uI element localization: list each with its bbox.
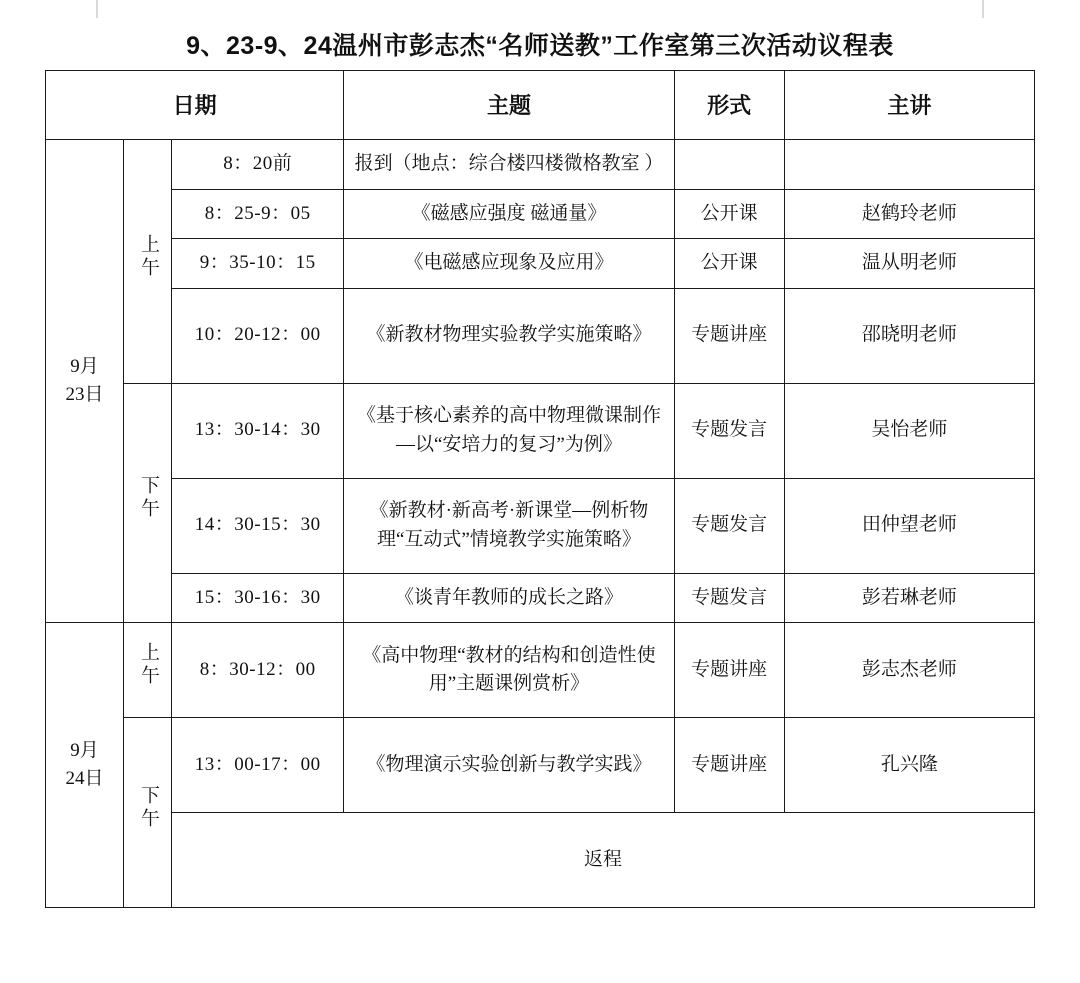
- form-cell: 公开课: [674, 239, 784, 289]
- half-day-label: 上午: [138, 233, 160, 280]
- closing-cell: 返程: [172, 813, 1035, 908]
- date-line-1: 9月: [70, 739, 99, 761]
- table-row: [46, 718, 1035, 813]
- topic-cell: 《高中物理“教材的结构和创造性使用”主题课例赏析》: [344, 623, 674, 718]
- half-day-label: 上午: [138, 642, 160, 689]
- time-cell: 8：25-9：05: [172, 189, 344, 239]
- speaker-cell: 彭志杰老师: [784, 623, 1034, 718]
- column-header-speaker: 主讲: [784, 71, 1034, 140]
- table-row: [46, 623, 1035, 718]
- form-cell: 公开课: [674, 189, 784, 239]
- table-row: [46, 140, 1035, 190]
- table-row: [46, 478, 1035, 573]
- date-line-2: 24日: [65, 768, 104, 789]
- date-cell-day2: [46, 623, 124, 908]
- speaker-cell: 孔兴隆: [784, 718, 1034, 813]
- topic-cell: 《新教材·新高考·新课堂—例析物理“互动式”情境教学实施策略》: [344, 478, 674, 573]
- page-corner-mark-right: [956, 0, 984, 18]
- form-cell: 专题讲座: [674, 288, 784, 383]
- date-line-2: 23日: [65, 384, 104, 405]
- half-day-label: 下午: [138, 475, 160, 521]
- table-row-closing: [46, 813, 1035, 908]
- time-cell: 8：30-12：00: [172, 623, 344, 718]
- table-row: [46, 573, 1035, 623]
- topic-cell: 《谈青年教师的成长之路》: [344, 573, 674, 623]
- time-cell: 8：20前: [172, 140, 344, 190]
- column-header-topic: 主题: [344, 71, 674, 140]
- half-day-cell-morning-day1: [124, 140, 172, 384]
- form-cell: [674, 140, 784, 190]
- page-title: 9、23-9、24温州市彭志杰“名师送教”工作室第三次活动议程表: [186, 32, 894, 60]
- form-cell: 专题发言: [674, 383, 784, 478]
- table-row: [46, 383, 1035, 478]
- column-header-form: 形式: [674, 71, 784, 140]
- half-day-cell-afternoon-day1: [124, 383, 172, 623]
- topic-cell: 《新教材物理实验教学实施策略》: [344, 288, 674, 383]
- topic-cell: 《物理演示实验创新与教学实践》: [344, 718, 674, 813]
- table-row: [46, 239, 1035, 289]
- agenda-table: [45, 70, 1035, 908]
- time-cell: 10：20-12：00: [172, 288, 344, 383]
- topic-cell: 《电磁感应现象及应用》: [344, 239, 674, 289]
- time-cell: 15：30-16：30: [172, 573, 344, 623]
- form-cell: 专题讲座: [674, 718, 784, 813]
- form-cell: 专题发言: [674, 573, 784, 623]
- topic-cell: 《基于核心素养的高中物理微课制作—以“安培力的复习”为例》: [344, 383, 674, 478]
- topic-cell: 报到（地点：综合楼四楼微格教室 ）: [344, 140, 674, 190]
- table-row: [46, 288, 1035, 383]
- table-header-row: [46, 71, 1035, 140]
- page-corner-mark-left: [96, 0, 124, 18]
- speaker-cell: 温从明老师: [784, 239, 1034, 289]
- speaker-cell: 彭若琳老师: [784, 573, 1034, 623]
- topic-cell: 《磁感应强度 磁通量》: [344, 189, 674, 239]
- speaker-cell: 田仲望老师: [784, 478, 1034, 573]
- date-cell-day1: [46, 140, 124, 623]
- time-cell: 13：30-14：30: [172, 383, 344, 478]
- column-header-date: 日期: [46, 71, 344, 140]
- form-cell: 专题发言: [674, 478, 784, 573]
- speaker-cell: [784, 140, 1034, 190]
- speaker-cell: 吴怡老师: [784, 383, 1034, 478]
- speaker-cell: 赵鹤玲老师: [784, 189, 1034, 239]
- half-day-cell-afternoon-day2: [124, 718, 172, 908]
- half-day-label: 下午: [138, 784, 160, 831]
- form-cell: 专题讲座: [674, 623, 784, 718]
- date-line-1: 9月: [70, 355, 99, 377]
- time-cell: 9：35-10：15: [172, 239, 344, 289]
- table-row: [46, 189, 1035, 239]
- speaker-cell: 邵晓明老师: [784, 288, 1034, 383]
- half-day-cell-morning-day2: [124, 623, 172, 718]
- time-cell: 13：00-17：00: [172, 718, 344, 813]
- time-cell: 14：30-15：30: [172, 478, 344, 573]
